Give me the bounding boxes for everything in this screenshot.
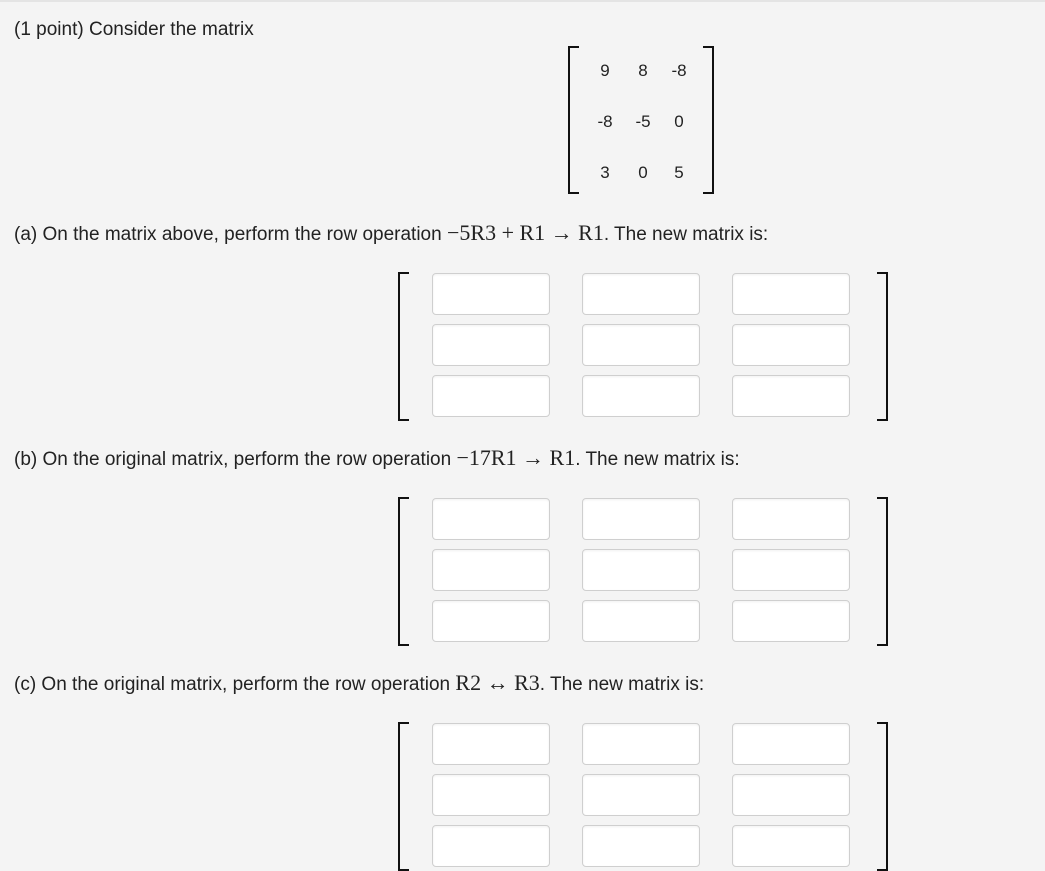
left-bracket [568,46,579,194]
page-top-border [0,0,1045,2]
part-c-input-r1c3[interactable] [732,723,850,765]
part-a-prefix: (a) On the matrix above, perform the row operation [14,224,442,245]
part-a-input-r2c1[interactable] [432,324,550,366]
matrix-cell-r1c1: 9 [600,61,610,80]
part-b-suffix: . The new matrix is: [575,449,740,470]
matrix-cell-r2c2: -5 [635,112,651,131]
part-b-prefix: (b) On the original matrix, perform the row operation [14,449,452,470]
part-b-input-r2c3[interactable] [732,549,850,591]
matrix-cell-r3c3: 5 [674,163,684,182]
part-b-input-r2c2[interactable] [582,549,700,591]
part-a-input-r2c2[interactable] [582,324,700,366]
problem-intro: (1 point) Consider the matrix [14,19,254,40]
part-b-operation: −17R1 → R1 [456,445,576,470]
matrix-cell-r2c3: 0 [674,112,684,131]
part-c-input-r3c1[interactable] [432,825,550,867]
part-a-input-r1c2[interactable] [582,273,700,315]
part-b-question [14,447,740,471]
part-a-input-r3c2[interactable] [582,375,700,417]
part-b-answer-matrix [398,497,888,645]
part-b-input-r2c1[interactable] [432,549,550,591]
matrix-cell-r1c3: -8 [671,61,687,80]
part-c-answer-matrix [398,722,888,870]
part-c-input-r2c3[interactable] [732,774,850,816]
part-a-operation: −5R3 + R1 → R1 [446,220,604,245]
part-a-input-r2c3[interactable] [732,324,850,366]
part-b-input-r1c2[interactable] [582,498,700,540]
left-bracket [398,722,409,871]
part-c-question [14,672,704,696]
matrix-cell-r3c2: 0 [638,163,648,182]
left-bracket [398,272,409,421]
matrix-cell-r2c1: -8 [597,112,613,131]
part-a-input-r3c1[interactable] [432,375,550,417]
part-b-input-r3c1[interactable] [432,600,550,642]
original-matrix [568,46,714,192]
left-bracket [398,497,409,646]
part-c-suffix: . The new matrix is: [539,674,705,695]
part-a-input-r3c3[interactable] [732,375,850,417]
part-c-prefix: (c) On the original matrix, perform the row operation [14,674,451,695]
part-a-input-r1c1[interactable] [432,273,550,315]
part-c-input-r1c2[interactable] [582,723,700,765]
part-c-input-r3c2[interactable] [582,825,700,867]
part-c-input-r3c3[interactable] [732,825,850,867]
part-c-input-r2c1[interactable] [432,774,550,816]
part-a-question [14,222,768,246]
right-bracket [877,722,888,871]
matrix-cell-r1c2: 8 [638,61,648,80]
part-b-input-r1c3[interactable] [732,498,850,540]
part-b-input-r3c3[interactable] [732,600,850,642]
part-c-input-r1c1[interactable] [432,723,550,765]
part-a-suffix: . The new matrix is: [603,224,769,245]
part-a-answer-matrix [398,272,888,420]
part-c-operation: R2 ↔ R3 [455,670,540,695]
right-bracket [877,272,888,421]
right-bracket [703,46,714,194]
part-b-input-r1c1[interactable] [432,498,550,540]
matrix-cell-r3c1: 3 [600,163,610,182]
part-a-input-r1c3[interactable] [732,273,850,315]
right-bracket [877,497,888,646]
part-b-input-r3c2[interactable] [582,600,700,642]
part-c-input-r2c2[interactable] [582,774,700,816]
